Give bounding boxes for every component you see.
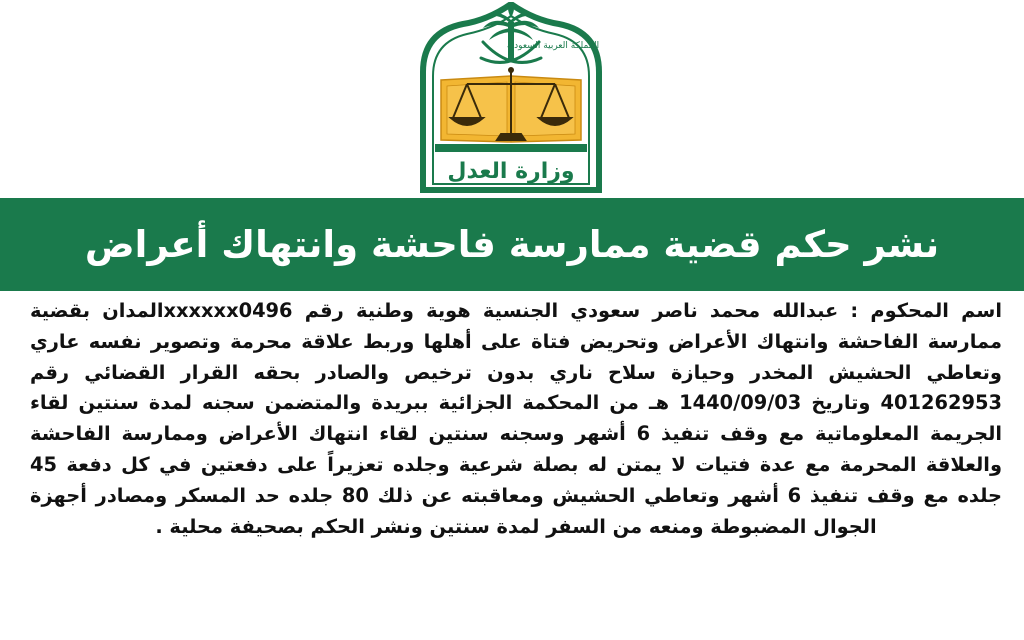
ministry-of-justice-logo [413, 2, 609, 194]
logo-name-top: المملكة العربية السعودية [506, 41, 600, 51]
logo-name-bottom: وزارة العدل [447, 159, 575, 184]
title-banner [0, 198, 1024, 291]
verdict-body-text: اسم المحكوم : عبدالله محمد ناصر سعودي الجنسية هوية وطنية رقم xxxxxx0496المدان بقضية ممارسة الفاحشة وانتهاك الأعراض وتحريض فتاة على أهلها وربط علاقة محرمة وتصوير نفسه عاري وتعاطي الحشيش المخدر وحيازة سلاح ناري بدون ترخيص والصادر بحقه القرار القضائي رقم 401262953 وتاريخ 1440/09/03 هـ من المحكمة الجزائية ببريدة والمتضمن سجنه لمدة سنتين لقاء الجريمة المعلوماتية مع وقف تنفيذ 6 أشهر وسجنه سنتين لقاء انتهاك الأعراض وممارسة الفاحشة والعلاقة المحرمة مع عدة فتيات لا يمتن له بصلة شرعية وجلده تعزيراً على دفعتين في كل دفعة 45 جلده مع وقف تنفيذ 6 أشهر وتعاطي الحشيش ومعاقبته عن ذلك 80 جلده حد المسكر ومصادر أجهزة الجوال المضبوطة ومنعه من السفر لمدة سنتين ونشر الحكم بصحيفة محلية . [30, 299, 1003, 538]
announcement-title: نشر حكم قضية ممارسة فاحشة وانتهاك أعراض [84, 223, 940, 266]
